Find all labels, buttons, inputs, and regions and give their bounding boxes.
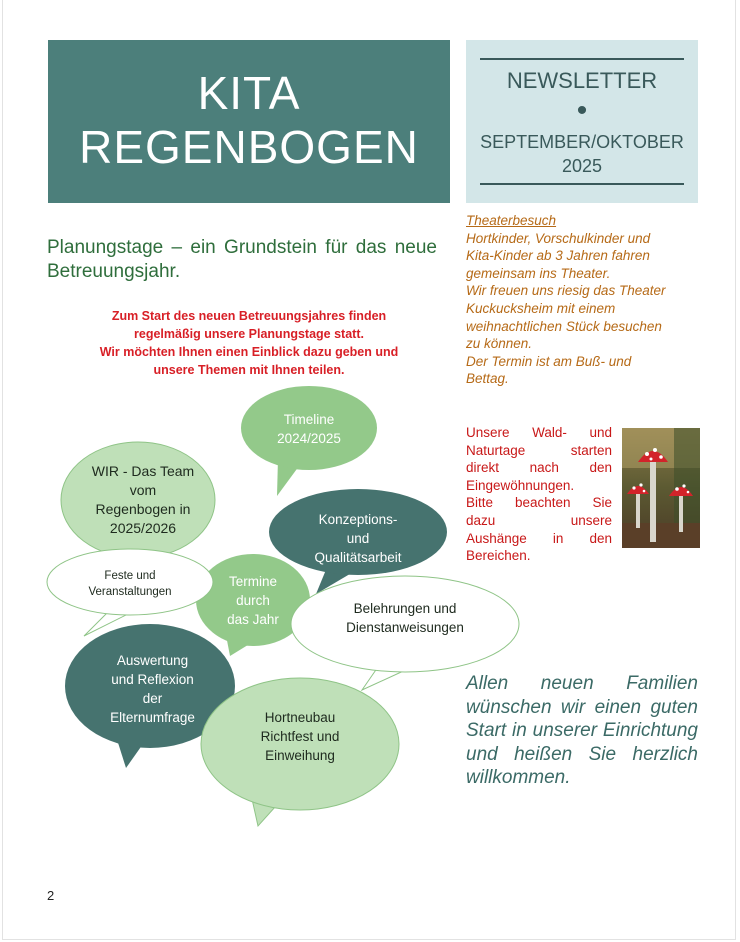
bubble-line: Regenbogen in: [95, 501, 191, 517]
period-year: 2025: [561, 156, 603, 176]
bubble-line: Elternumfrage: [110, 710, 195, 725]
theater-line: Bettag.: [466, 371, 509, 387]
newsletter-label: NEWSLETTER: [506, 68, 658, 93]
intro-line: regelmäßig unsere Planungstage statt.: [134, 327, 364, 341]
bubble-line: und: [346, 531, 370, 546]
intro-line: Wir möchten Ihnen einen Einblick dazu geben und: [99, 345, 399, 359]
bubble-line: Einweihung: [265, 748, 335, 763]
bubble-line: Hortneubau: [264, 710, 336, 725]
bubble-auswertung-text: [90, 651, 215, 727]
wald-line: dazu unsere: [466, 512, 612, 528]
intro-line: Zum Start des neuen Betreuungsjahres finden: [111, 309, 387, 323]
title-line-1: KITA: [197, 67, 301, 119]
nature-days-section: [466, 424, 612, 565]
mushroom-photo: [622, 428, 700, 548]
wald-line: Unsere Wald- und: [466, 425, 612, 440]
wald-line: Aushänge in den: [466, 530, 612, 546]
bubble-line: und Reflexion: [111, 672, 194, 687]
bubble-konzeption-text: [288, 510, 428, 567]
bubble-line: vom: [129, 482, 157, 498]
bubble-line: WIR - Das Team: [91, 463, 195, 479]
period-months: SEPTEMBER/OKTOBER: [480, 132, 684, 152]
bubble-line: das Jahr: [227, 612, 279, 627]
bubble-line: Feste und: [104, 570, 156, 582]
bubble-line: Auswertung: [116, 653, 189, 668]
theater-line: zu können.: [466, 336, 533, 352]
bubble-line: Dienstanweisungen: [346, 620, 464, 635]
title-line-2: REGENBOGEN: [79, 121, 419, 173]
bubble-hort-text: [240, 708, 360, 765]
intro-line: unsere Themen mit Ihnen teilen.: [153, 363, 345, 377]
theater-section: [466, 212, 700, 388]
bubble-line: Veranstaltungen: [88, 586, 172, 598]
bubble-line: 2025/2026: [109, 520, 177, 536]
wald-line: Bitte beachten Sie: [466, 495, 612, 511]
bubble-termine-text: [208, 572, 298, 629]
page-number: 2: [47, 888, 55, 903]
theater-line: gemeinsam ins Theater.: [466, 265, 611, 281]
theater-line: Kita-Kinder ab 3 Jahren fahren: [466, 248, 650, 264]
theater-line: Wir freuen uns riesig das Theater: [466, 283, 666, 299]
bubble-line: Timeline: [283, 412, 335, 427]
wald-line: Naturtage starten: [466, 442, 612, 458]
planning-heading: Planungstage – ein Grundstein für das neue Betreuungsjahr.: [47, 237, 437, 282]
wald-line: direkt nach den: [466, 460, 612, 476]
theater-line: Hortkinder, Vorschulkinder und: [466, 230, 651, 246]
bubble-line: Termine: [228, 574, 277, 589]
welcome-text: Allen neuen Familien wünschen wir einen guten Start in unserer Einrichtung und heißen Sie herzlich willkommen.: [466, 673, 698, 788]
wald-line: Eingewöhnungen.: [466, 477, 575, 493]
bubble-line: 2024/2025: [277, 431, 341, 446]
bubble-timeline-text: [249, 410, 369, 448]
bubble-line: Qualitätsarbeit: [314, 550, 402, 565]
theater-line: Der Termin ist am Buß- und: [466, 353, 632, 369]
bubble-feste-text: [70, 568, 190, 600]
theater-heading: Theaterbesuch: [466, 213, 557, 228]
bubble-line: Konzeptions-: [318, 512, 398, 527]
bubble-line: durch: [236, 593, 270, 608]
bubble-team-text: [78, 462, 208, 538]
theater-line: weihnachtlichen Stück besuchen: [466, 318, 662, 334]
wald-line: Bereichen.: [466, 548, 531, 564]
bubble-line: der: [142, 691, 163, 706]
bubble-line: Richtfest und: [260, 729, 340, 744]
theater-line: Kuckucksheim mit einem: [466, 300, 616, 316]
separator-dot: •: [576, 94, 588, 127]
bubble-belehrungen-text: [325, 599, 485, 637]
bubble-line: Belehrungen und: [353, 601, 457, 616]
